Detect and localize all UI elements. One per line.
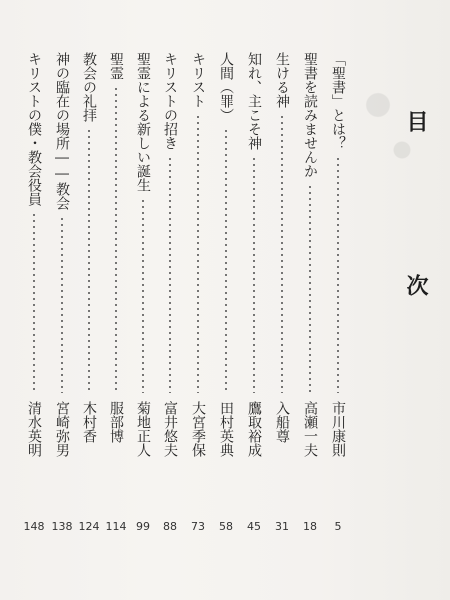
- entry-page-number: 114: [105, 520, 127, 533]
- entry-title: 神の臨在の場所――教会: [54, 52, 70, 210]
- toc-entry: [328, 52, 348, 532]
- leader-dots: [337, 156, 339, 393]
- entry-title: 人間（罪）: [218, 52, 234, 122]
- entry-page-number: 73: [191, 520, 205, 533]
- entry-page-number: 58: [219, 520, 233, 533]
- leader-dots: [33, 212, 35, 393]
- entry-title: 生ける神: [274, 52, 290, 108]
- entry-author: 木村香: [81, 401, 97, 443]
- toc-entry: [52, 52, 72, 532]
- leader-dots: [253, 156, 255, 393]
- entry-author: 高瀬一夫: [302, 401, 318, 457]
- entry-page-number: 99: [136, 520, 150, 533]
- entry-title: 教会の礼拝: [81, 52, 97, 122]
- entry-author: 菊地正人: [135, 401, 151, 457]
- entry-title: 聖霊: [108, 52, 124, 80]
- toc-entry: [244, 52, 264, 532]
- entry-author: 清水英明: [26, 401, 42, 457]
- entry-title: 聖霊による新しい誕生: [135, 52, 151, 192]
- leader-dots: [309, 184, 311, 393]
- toc-entry: [79, 52, 99, 532]
- entry-page-number: 31: [275, 520, 289, 533]
- entry-title: 「聖書」とは？: [330, 52, 346, 150]
- leader-dots: [88, 128, 90, 393]
- entry-author: 宮崎弥男: [54, 401, 70, 457]
- leader-dots: [169, 156, 171, 393]
- toc-entry: [160, 52, 180, 532]
- leader-dots: [115, 86, 117, 393]
- entry-title: 聖書を読みませんか: [302, 52, 318, 178]
- leader-dots: [225, 128, 227, 393]
- page-title: 目 次: [403, 110, 429, 354]
- entry-author: 大宮季保: [190, 401, 206, 457]
- entry-title: キリスト: [190, 52, 206, 108]
- leader-dots: [197, 114, 199, 393]
- toc-entry: [188, 52, 208, 532]
- entry-page-number: 124: [78, 520, 100, 533]
- toc-entry: [216, 52, 236, 532]
- toc-entry: [300, 52, 320, 532]
- entry-page-number: 138: [51, 520, 73, 533]
- entry-title: 知れ、主こそ神: [246, 52, 262, 150]
- leader-dots: [281, 114, 283, 393]
- entry-page-number: 88: [163, 520, 177, 533]
- entry-page-number: 18: [303, 520, 317, 533]
- toc-entry: [106, 52, 126, 532]
- leader-dots: [142, 198, 144, 393]
- entry-page-number: 148: [23, 520, 45, 533]
- toc-entry: [272, 52, 292, 532]
- entry-author: 入船尊: [274, 401, 290, 443]
- entry-title: キリストの招き: [162, 52, 178, 150]
- entry-author: 服部博: [108, 401, 124, 443]
- entry-author: 市川康則: [330, 401, 346, 457]
- toc-entry: [133, 52, 153, 532]
- entry-page-number: 45: [247, 520, 261, 533]
- toc-entry: [24, 52, 44, 532]
- entry-title: キリストの僕・教会役員: [26, 52, 42, 206]
- entry-author: 鷹取裕成: [246, 401, 262, 457]
- entry-author: 富井悠夫: [162, 401, 178, 457]
- entry-author: 田村英典: [218, 401, 234, 457]
- leader-dots: [61, 216, 63, 393]
- entry-page-number: 5: [334, 520, 342, 533]
